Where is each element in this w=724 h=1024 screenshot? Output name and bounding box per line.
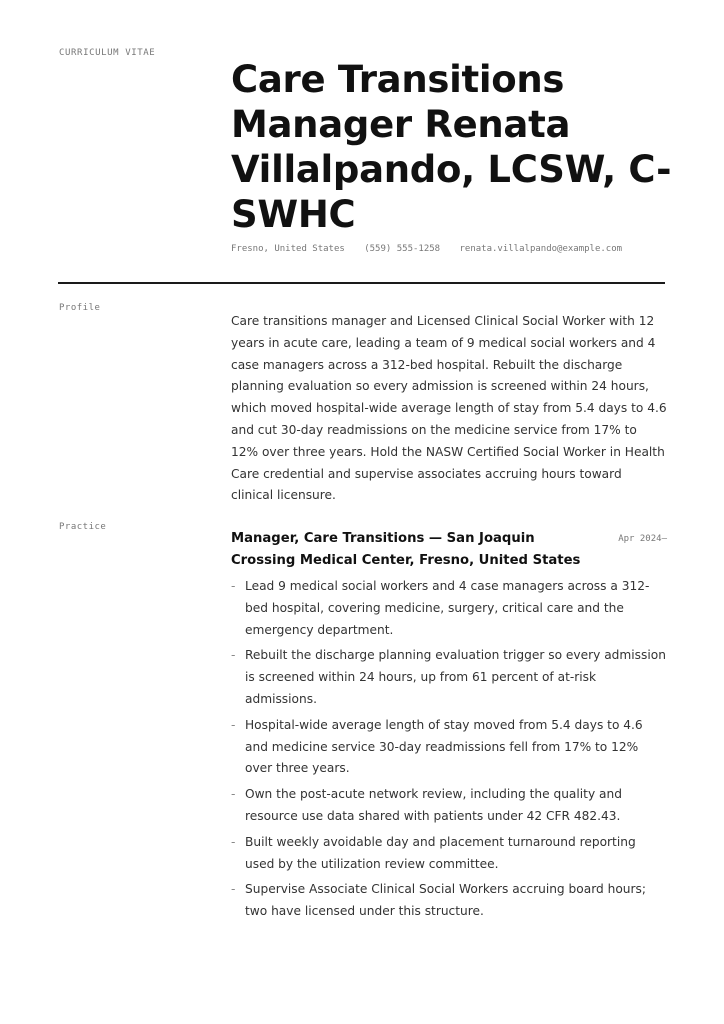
section-label-practice: Practice xyxy=(59,522,107,532)
page-title: Care Transitions Manager Renata Villalpando, LCSW, C-SWHC xyxy=(231,58,672,236)
header-divider xyxy=(58,282,665,284)
bullet-dash-icon: - xyxy=(231,834,236,849)
bullet-text: Rebuilt the discharge planning evaluation trigger so every admission is screened within 24 hours, up from 61 percent of at-risk admissions. xyxy=(245,648,666,706)
bullet-dash-icon: - xyxy=(231,579,236,593)
job-title: Manager, Care Transitions — San Joaquin Crossing Medical Center, Fresno, United States xyxy=(231,531,581,568)
contact-location: Fresno, United States xyxy=(231,244,345,254)
contact-line xyxy=(231,244,622,254)
bullet-text: Own the post-acute network review, including the quality and resource use data shared with patients under 42 CFR 482.43. xyxy=(245,787,622,823)
bullet-text: Supervise Associate Clinical Social Workers accruing board hours; two have licensed under this structure. xyxy=(245,882,646,919)
bullet-dash-icon: - xyxy=(231,882,236,897)
job-header xyxy=(231,528,667,572)
job-bullet-list xyxy=(231,576,667,927)
bullet-text: Hospital-wide average length of stay moved from 5.4 days to 4.6 and medicine service 30-day readmissions fell from 17% to 12% over three years. xyxy=(245,717,643,776)
bullet-dash-icon: - xyxy=(231,787,236,802)
contact-phone: (559) 555-1258 xyxy=(364,244,441,254)
list-item xyxy=(231,645,667,710)
contact-email: renata.villalpando@example.com xyxy=(459,244,623,254)
list-item xyxy=(231,832,667,876)
bullet-text: Built weekly avoidable day and placement turnaround reporting used by the utilization review committee. xyxy=(245,834,636,871)
list-item xyxy=(231,715,667,780)
section-label-profile: Profile xyxy=(59,303,101,313)
profile-summary: Care transitions manager and Licensed Clinical Social Worker with 12 years in acute care, leading a team of 9 medical social workers and 4 case managers across a 312-bed hospital. Rebuilt the discharge planning evaluation so every admission is screened within 24 hours, which moved hospital-wide average length of stay from 5.4 days to 4.6 and cut 30-day readmissions on the medicine service from 17% to 12% over three years. Hold the NASW Certified Social Worker in Health Care credential and supervise associates accruing hours toward clinical licensure. xyxy=(231,314,667,503)
document-eyebrow: CURRICULUM VITAE xyxy=(59,48,156,58)
list-item xyxy=(231,879,667,923)
list-item xyxy=(231,784,667,828)
job-date: Apr 2024— xyxy=(618,534,667,544)
bullet-dash-icon: - xyxy=(231,648,236,663)
bullet-text: Lead 9 medical social workers and 4 case managers across a 312-bed hospital, covering medicine, surgery, critical care and the emergency department. xyxy=(245,579,650,637)
bullet-dash-icon: - xyxy=(231,717,236,732)
list-item xyxy=(231,576,667,641)
